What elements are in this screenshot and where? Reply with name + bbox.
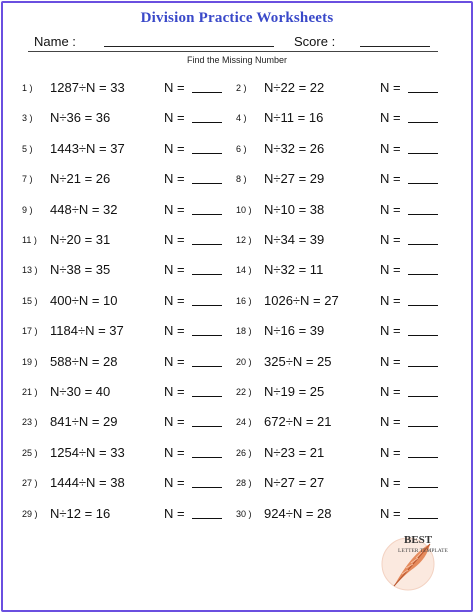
answer-blank[interactable]: [192, 366, 222, 367]
problem-number: 16 ): [236, 295, 252, 306]
answer-blank[interactable]: [192, 457, 222, 458]
problem-expression: N÷32 = 26: [264, 140, 325, 156]
answer-label: N =: [380, 505, 401, 521]
answer-label: N =: [164, 232, 185, 247]
answer-blank[interactable]: [408, 518, 438, 519]
problem-expression: N÷36 = 36: [50, 110, 111, 126]
problem-number: 13 ): [22, 265, 38, 276]
answer-label: N =: [380, 80, 401, 95]
problem-item: [22, 506, 232, 522]
answer-label: N =: [164, 80, 185, 95]
best-letter-template-logo: [378, 528, 448, 598]
problem-expression: N÷34 = 39: [264, 232, 325, 247]
problem-expression: N÷10 = 38: [264, 201, 325, 217]
answer-blank[interactable]: [192, 122, 222, 123]
problem-item: [236, 354, 446, 370]
problem-item: [236, 141, 446, 157]
problem-expression: 1026÷N = 27: [264, 292, 339, 308]
header-divider: [28, 51, 438, 52]
answer-label: N =: [164, 140, 185, 156]
problem-item: [236, 506, 446, 522]
problem-item: [22, 262, 232, 278]
answer-blank[interactable]: [408, 487, 438, 488]
problem-number: 1 ): [22, 83, 33, 93]
answer-blank[interactable]: [408, 244, 438, 245]
worksheet-title: Division Practice Worksheets: [140, 10, 334, 26]
name-field[interactable]: [104, 46, 274, 47]
problem-item: [236, 384, 446, 400]
answer-label: N =: [164, 414, 185, 430]
problem-expression: N÷20 = 31: [50, 232, 111, 247]
problem-number: 4 ): [236, 113, 247, 124]
answer-label: N =: [164, 384, 185, 399]
problem-number: 29 ): [22, 508, 38, 519]
problem-item: [22, 293, 232, 309]
problem-expression: N÷16 = 39: [264, 323, 325, 339]
problem-item: [22, 80, 232, 96]
problem-item: [22, 414, 232, 430]
problem-item: [22, 141, 232, 157]
problem-expression: N÷27 = 29: [264, 171, 325, 187]
problem-expression: 672÷N = 21: [264, 414, 332, 430]
problem-expression: 325÷N = 25: [264, 353, 332, 369]
answer-label: N =: [380, 292, 401, 308]
problem-item: [236, 323, 446, 339]
problem-number: 28 ): [236, 478, 252, 489]
problem-item: [236, 202, 446, 218]
answer-label: N =: [380, 110, 401, 126]
answer-label: N =: [380, 323, 401, 339]
score-field[interactable]: [360, 46, 430, 47]
answer-blank[interactable]: [192, 518, 222, 519]
answer-label: N =: [380, 232, 401, 247]
problem-item: [22, 232, 232, 248]
name-label: Name :: [34, 34, 76, 49]
problem-expression: N÷11 = 16: [264, 110, 324, 126]
problem-number: 3 ): [22, 113, 33, 124]
problem-number: 20 ): [236, 356, 252, 367]
problem-expression: N÷12 = 16: [50, 505, 111, 521]
problem-expression: 1254÷N = 33: [50, 444, 125, 460]
problem-number: 22 ): [236, 387, 252, 397]
answer-blank[interactable]: [408, 153, 438, 154]
problem-number: 25 ): [22, 447, 38, 458]
logo-text-subtitle: LETTER TEMPLATE: [398, 548, 448, 554]
problem-item: [236, 110, 446, 126]
problem-number: 11 ): [22, 235, 37, 245]
problem-expression: 1444÷N = 38: [50, 475, 125, 491]
problem-expression: 448÷N = 32: [50, 201, 118, 217]
problem-expression: 1184÷N = 37: [50, 323, 124, 339]
instructions: Find the Missing Number: [186, 55, 288, 65]
problem-expression: 924÷N = 28: [264, 505, 332, 521]
answer-blank[interactable]: [408, 274, 438, 275]
problem-expression: N÷27 = 27: [264, 475, 325, 491]
answer-label: N =: [164, 262, 185, 278]
problem-number: 14 ): [236, 265, 252, 276]
answer-blank[interactable]: [408, 396, 438, 397]
name-score-row: [34, 34, 434, 52]
answer-blank[interactable]: [408, 305, 438, 306]
problem-item: [22, 354, 232, 370]
answer-blank[interactable]: [408, 122, 438, 123]
answer-blank[interactable]: [192, 183, 222, 184]
problem-number: 7 ): [22, 174, 33, 185]
problem-item: [22, 171, 232, 187]
answer-label: N =: [380, 475, 401, 491]
problem-item: [22, 384, 232, 400]
answer-blank[interactable]: [192, 274, 222, 275]
problem-item: [236, 445, 446, 461]
problem-expression: 400÷N = 10: [50, 292, 118, 308]
problem-number: 8 ): [236, 174, 247, 185]
answer-blank[interactable]: [408, 335, 438, 336]
answer-blank[interactable]: [192, 305, 222, 306]
problem-expression: N÷38 = 35: [50, 262, 111, 278]
answer-label: N =: [380, 171, 401, 187]
answer-blank[interactable]: [192, 153, 222, 154]
answer-label: N =: [380, 414, 401, 430]
answer-blank[interactable]: [408, 214, 438, 215]
problem-item: [236, 262, 446, 278]
answer-label: N =: [380, 262, 401, 278]
answer-label: N =: [380, 384, 401, 399]
score-label: Score :: [294, 34, 336, 49]
answer-blank[interactable]: [192, 244, 222, 245]
answer-label: N =: [380, 201, 401, 217]
problem-expression: N÷21 = 26: [50, 171, 111, 187]
problem-item: [236, 80, 446, 96]
problem-expression: 588÷N = 28: [50, 353, 118, 369]
problem-number: 2 ): [236, 83, 247, 93]
problem-number: 23 ): [22, 417, 38, 428]
answer-label: N =: [380, 140, 401, 156]
problem-number: 10 ): [236, 204, 252, 215]
answer-blank[interactable]: [192, 487, 222, 488]
problem-expression: 1287÷N = 33: [50, 80, 125, 95]
problem-number: 12 ): [236, 235, 252, 245]
answer-label: N =: [380, 444, 401, 460]
problem-expression: 1443÷N = 37: [50, 140, 125, 156]
problem-number: 30 ): [236, 508, 252, 519]
answer-blank[interactable]: [192, 335, 222, 336]
answer-label: N =: [164, 353, 185, 369]
answer-label: N =: [164, 110, 185, 126]
answer-label: N =: [164, 323, 185, 339]
answer-blank[interactable]: [192, 426, 222, 427]
problem-expression: 841÷N = 29: [50, 414, 118, 430]
problem-number: 17 ): [22, 326, 38, 337]
problem-expression: N÷23 = 21: [264, 444, 325, 460]
problem-item: [22, 110, 232, 126]
answer-label: N =: [164, 171, 185, 187]
problem-item: [236, 475, 446, 491]
problem-number: 19 ): [22, 356, 38, 367]
problem-number: 15 ): [22, 295, 38, 306]
problem-expression: N÷19 = 25: [264, 384, 325, 399]
problem-item: [22, 445, 232, 461]
problem-item: [236, 293, 446, 309]
problem-item: [22, 323, 232, 339]
answer-label: N =: [164, 292, 185, 308]
answer-blank[interactable]: [408, 92, 438, 93]
answer-label: N =: [380, 353, 401, 369]
problem-expression: N÷32 = 11: [264, 262, 324, 278]
answer-blank[interactable]: [192, 396, 222, 397]
problem-item: [236, 414, 446, 430]
answer-blank[interactable]: [408, 426, 438, 427]
problem-number: 9 ): [22, 204, 33, 215]
answer-label: N =: [164, 505, 185, 521]
answer-blank[interactable]: [192, 92, 222, 93]
answer-label: N =: [164, 444, 185, 460]
problem-item: [22, 202, 232, 218]
answer-blank[interactable]: [408, 457, 438, 458]
problem-number: 5 ): [22, 143, 33, 154]
problem-item: [236, 232, 446, 248]
problem-number: 18 ): [236, 326, 252, 337]
problem-expression: N÷22 = 22: [264, 80, 325, 95]
problem-number: 27 ): [22, 478, 38, 489]
problem-number: 24 ): [236, 417, 252, 428]
logo-text-best: BEST: [404, 534, 433, 546]
answer-blank[interactable]: [408, 183, 438, 184]
answer-label: N =: [164, 475, 185, 491]
problem-item: [22, 475, 232, 491]
answer-label: N =: [164, 201, 185, 217]
problem-number: 6 ): [236, 143, 247, 154]
problem-item: [236, 171, 446, 187]
problem-number: 21 ): [22, 387, 38, 397]
problem-number: 26 ): [236, 447, 252, 458]
answer-blank[interactable]: [192, 214, 222, 215]
answer-blank[interactable]: [408, 366, 438, 367]
problem-expression: N÷30 = 40: [50, 384, 111, 399]
